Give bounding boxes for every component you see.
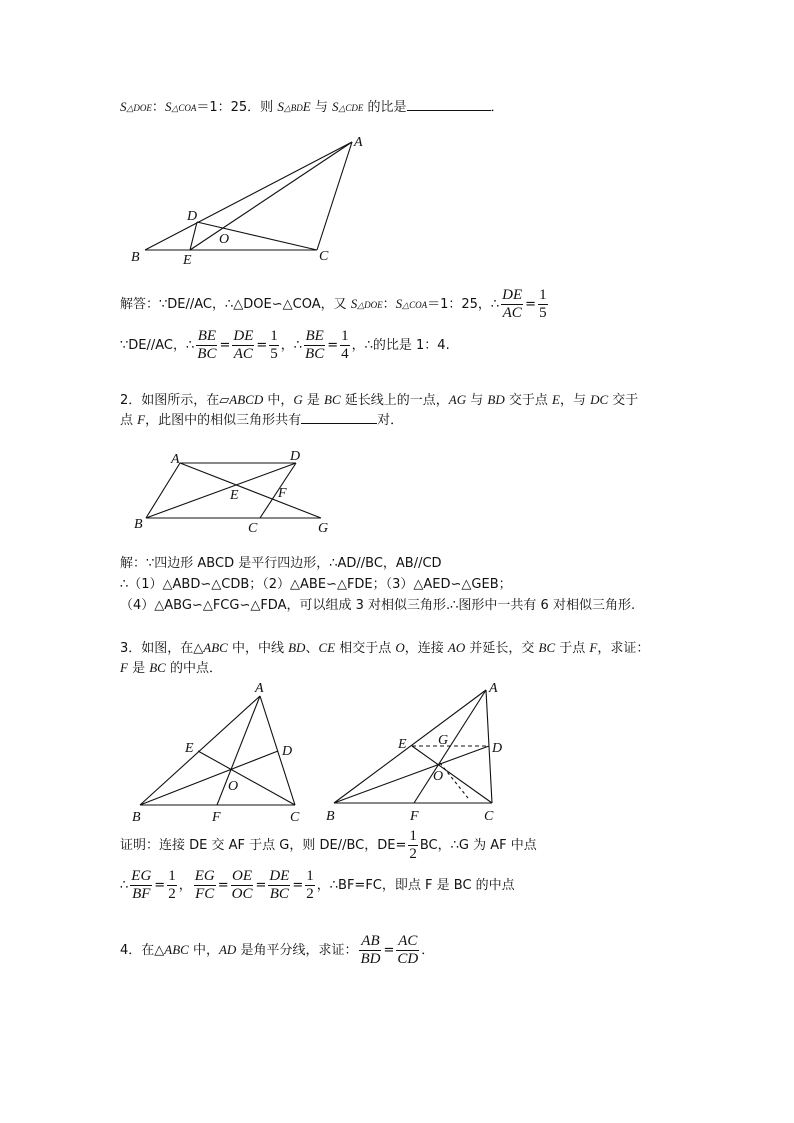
text: BC: [324, 392, 341, 407]
label-D: D: [282, 744, 293, 759]
text: 的中点．: [165, 661, 222, 676]
text: ．: [490, 100, 504, 115]
fraction: [130, 868, 152, 903]
text: F: [589, 640, 598, 655]
line-AC: [317, 142, 352, 250]
text: AD: [218, 942, 237, 957]
figure-3b-medians-construction: [322, 678, 512, 830]
text: ABC: [164, 942, 189, 957]
text: 3．如图，在△: [120, 641, 204, 656]
answer-blank[interactable]: [407, 98, 491, 111]
text: 的比是: [363, 100, 407, 115]
text: O: [395, 640, 405, 655]
equals: =: [327, 338, 339, 353]
label-D: D: [492, 741, 503, 756]
label-A: A: [489, 681, 498, 696]
text: 中，: [188, 943, 219, 958]
text: E: [552, 392, 560, 407]
answer-blank[interactable]: [301, 411, 377, 424]
fraction: [359, 933, 381, 968]
label-O: O: [219, 232, 230, 247]
text: ，∴的比是 1：4.: [351, 338, 450, 353]
equals: =: [255, 878, 267, 893]
label-D: D: [290, 449, 301, 464]
denominator: BC: [197, 346, 217, 362]
label-E: E: [183, 253, 192, 268]
text: 点: [120, 413, 138, 428]
equals: =: [292, 878, 304, 893]
numerator: 1: [341, 328, 349, 344]
fraction: [305, 868, 315, 903]
text: BD: [288, 640, 306, 655]
text: 、: [305, 641, 319, 656]
line-AB: [146, 463, 180, 518]
numerator: EG: [194, 868, 215, 884]
label-B: B: [134, 517, 143, 532]
line-CE: [412, 746, 492, 803]
p3-proof-line-2: [120, 866, 515, 906]
text: 与: [466, 393, 488, 408]
text: 相交于点: [335, 641, 396, 656]
fraction: [408, 828, 418, 863]
text: ＝1：25，∴: [427, 297, 500, 312]
text: F: [137, 412, 146, 427]
p1-statement-line: [120, 98, 504, 117]
text: ＝1：25．则: [196, 100, 278, 115]
equals: =: [383, 943, 395, 958]
text: ，连接: [404, 641, 448, 656]
subscript: △DOE: [357, 300, 383, 310]
numerator: 1: [168, 868, 176, 884]
fraction: [396, 933, 419, 968]
p3-question-line-2: [120, 659, 222, 678]
denominator: BC: [305, 346, 325, 362]
label-B: B: [326, 809, 335, 824]
label-D: D: [187, 209, 198, 224]
line-BD: [140, 751, 278, 805]
subscript: △CDE: [338, 103, 364, 113]
denominator: BD: [360, 951, 381, 967]
denominator: 2: [409, 846, 417, 862]
text: DC: [590, 392, 609, 407]
s-symbol: S: [395, 296, 403, 311]
text: CE: [318, 640, 336, 655]
text: ：: [382, 297, 396, 312]
s-symbol: S: [350, 296, 358, 311]
subscript: △BD: [283, 103, 303, 113]
label-C: C: [319, 249, 329, 264]
text: ，∴: [280, 338, 303, 353]
numerator: DE: [233, 328, 254, 344]
fraction: [167, 868, 177, 903]
fraction: [268, 868, 290, 903]
denominator: BF: [132, 886, 151, 902]
figure-2-parallelogram: [128, 446, 338, 538]
label-E: E: [398, 737, 407, 752]
p2-question-line-2: [120, 411, 403, 430]
s-symbol: S: [277, 99, 284, 114]
p2-solution-line-1: 解：∵四边形 ABCD 是平行四边形，∴AD//BC，AB//CD: [120, 556, 442, 571]
text: ，此图中的相似三角形共有: [145, 413, 302, 428]
fraction: [232, 328, 254, 363]
numerator: AC: [398, 933, 418, 949]
text: 中，中线: [227, 641, 289, 656]
p2-solution-line-3: （4）△ABG∽△FCG∽△FDA，可以组成 3 对相似三角形.∴图形中一共有 6 对相似三角形.: [120, 598, 636, 613]
equals: =: [154, 878, 166, 893]
text: 是: [127, 661, 150, 676]
label-G: G: [438, 733, 449, 748]
denominator: 5: [539, 305, 547, 321]
text: BC，∴G 为 AF 中点: [419, 838, 537, 853]
fraction: [340, 328, 350, 363]
numerator: DE: [269, 868, 290, 884]
label-O: O: [433, 769, 444, 784]
numerator: AB: [361, 933, 380, 949]
text: ，与: [559, 393, 591, 408]
p4-question-line: [120, 930, 434, 971]
text: BD: [487, 392, 505, 407]
text: F: [120, 660, 128, 675]
label-C: C: [290, 810, 300, 825]
label-F: F: [278, 486, 287, 501]
subscript: △COA: [171, 103, 197, 113]
denominator: 2: [306, 886, 314, 902]
text: 并延长，交: [465, 641, 539, 656]
label-A: A: [354, 135, 363, 150]
parallelogram-symbol: ▱: [219, 393, 230, 408]
text: 是角平分线，求证：: [236, 943, 358, 958]
label-C: C: [484, 809, 494, 824]
denominator: CD: [397, 951, 419, 967]
p2-solution-line-2: ∴（1）△ABD∽△CDB；（2）△ABE∽△FDE；（3）△AED∽△GEB；: [120, 577, 512, 592]
denominator: AC: [502, 305, 522, 321]
fraction: [269, 328, 279, 363]
denominator: 2: [168, 886, 176, 902]
label-E: E: [185, 741, 194, 756]
line-DC: [197, 222, 317, 250]
numerator: 1: [270, 328, 278, 344]
text: ABCD: [229, 392, 264, 407]
text: BC: [538, 640, 556, 655]
line-AG: [180, 463, 321, 518]
p1-answer-line-1: [120, 284, 550, 325]
s-symbol: S: [164, 99, 172, 114]
numerator: DE: [502, 287, 523, 303]
text: BC: [149, 660, 166, 675]
text: 延长线上的一点，: [340, 393, 449, 408]
text: ：: [151, 100, 165, 115]
p2-question-line-1: [120, 391, 638, 410]
text: 交于点: [504, 393, 553, 408]
denominator: 5: [270, 346, 278, 362]
fraction: [501, 287, 523, 322]
text: 与: [310, 100, 332, 115]
subscript: △COA: [402, 300, 428, 310]
numerator: 1: [306, 868, 314, 884]
label-C: C: [248, 521, 258, 536]
label-A: A: [171, 452, 180, 467]
line-AB: [140, 696, 260, 805]
equals: =: [256, 338, 268, 353]
denominator: AC: [233, 346, 253, 362]
p3-proof-line-1: [120, 826, 537, 866]
text: G: [293, 392, 303, 407]
fraction: [196, 328, 217, 363]
fraction: [304, 328, 325, 363]
line-EA: [190, 142, 352, 250]
text: ，∴BF=FC，即点 F 是 BC 的中点: [316, 878, 515, 893]
line-OF-dashed: [440, 763, 468, 798]
label-B: B: [132, 810, 141, 825]
text: ，: [178, 878, 192, 893]
fraction: [538, 287, 548, 322]
line-BD: [334, 746, 489, 803]
line-BD: [146, 463, 296, 518]
fraction: [231, 868, 254, 903]
text: 于点: [555, 641, 590, 656]
text: ∵DE//AC，∴: [120, 338, 195, 353]
equals: =: [525, 297, 537, 312]
denominator: OC: [231, 886, 253, 902]
denominator: FC: [195, 886, 215, 902]
numerator: 1: [409, 828, 417, 844]
text: 证明：连接 DE 交 AF 于点 G，则 DE//BC，DE=: [120, 838, 407, 853]
label-E: E: [230, 488, 239, 503]
text: AO: [447, 640, 466, 655]
line-AF: [217, 696, 260, 805]
label-F: F: [410, 809, 419, 824]
text: 交于: [608, 393, 639, 408]
equals: =: [219, 338, 231, 353]
text: 解答：∵DE//AC，∴△DOE∽△COA，又: [120, 297, 351, 312]
text: 2．如图所示，在: [120, 393, 220, 408]
label-A: A: [255, 681, 264, 696]
denominator: BC: [269, 886, 289, 902]
label-G: G: [318, 521, 329, 536]
text: ABC: [203, 640, 228, 655]
label-O: O: [228, 779, 239, 794]
text: 是: [302, 393, 325, 408]
label-F: F: [212, 810, 221, 825]
figure-1-triangle: [125, 130, 375, 275]
numerator: 1: [539, 287, 547, 303]
text: 中，: [263, 393, 294, 408]
text: AG: [448, 392, 467, 407]
text: 对．: [377, 413, 404, 428]
text: ．: [421, 943, 435, 958]
text: 4．在△: [120, 943, 165, 958]
text: ，求证：: [597, 641, 650, 656]
numerator: OE: [232, 868, 253, 884]
text: E: [302, 99, 311, 114]
numerator: BE: [305, 328, 324, 344]
p3-question-line-1: [120, 639, 649, 658]
text: ∴: [120, 878, 129, 893]
p1-answer-line-2: [120, 326, 450, 366]
figure-3a-medians: [128, 678, 318, 830]
numerator: BE: [197, 328, 217, 344]
numerator: EG: [131, 868, 152, 884]
denominator: 4: [341, 346, 349, 362]
subscript: △DOE: [126, 103, 152, 113]
label-B: B: [131, 250, 140, 265]
s-symbol: S: [120, 99, 127, 114]
s-symbol: S: [331, 99, 339, 114]
fraction: [194, 868, 216, 903]
equals: =: [217, 878, 229, 893]
